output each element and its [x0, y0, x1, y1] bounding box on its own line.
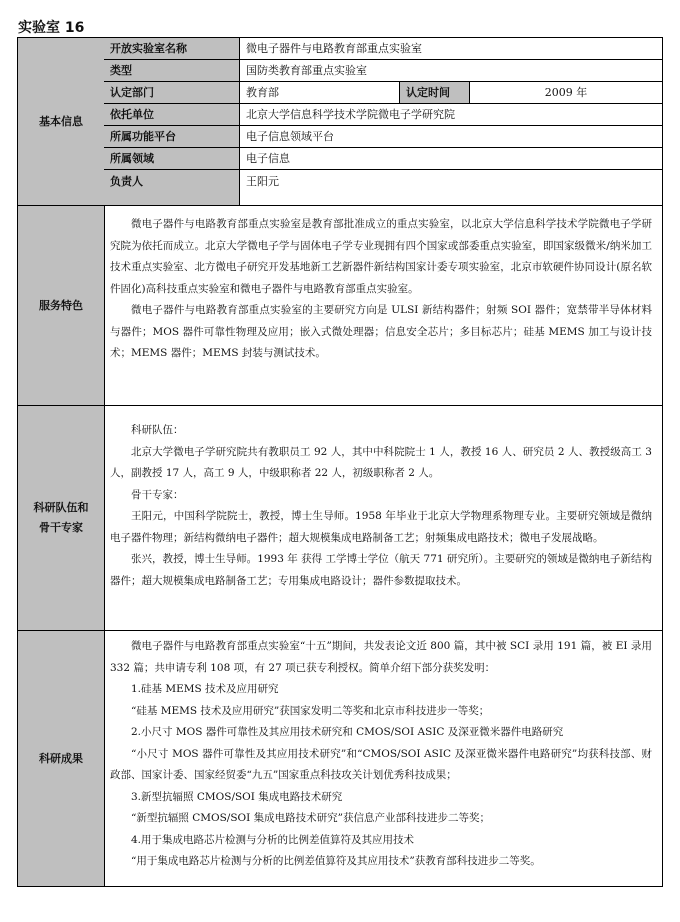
basic-info-section	[18, 38, 662, 206]
achievements-paragraph: “用于集成电路芯片检测与分析的比例差值算符及其应用技术”获教育部科技进步二等奖。	[131, 855, 541, 867]
director-key: 负责人	[104, 170, 240, 205]
achievements-paragraph: “硅基 MEMS 技术及应用研究”获国家发明二等奖和北京市科技进步一等奖；	[131, 704, 490, 717]
team-section	[18, 406, 662, 631]
lab-info-table	[17, 37, 663, 887]
team-paragraph: 王阳元，中国科学院院士，教授，博士生导师。1958 年毕业于北京大学物理系物理专业。主要研究领域是微纳电子器件物理；新结构微纳电子器件；超大规模集成电路制备工艺；射频集成电路技术；微电子发展战略。	[110, 510, 652, 544]
info-row-lab-name	[104, 38, 662, 60]
achievements-paragraph: 3.新型抗辐照 CMOS/SOI 集成电路技术研究	[131, 790, 343, 803]
type-key: 类型	[104, 60, 240, 81]
service-text	[104, 206, 662, 405]
achievements-paragraph: 2.小尺寸 MOS 器件可靠性及其应用技术研究和 CMOS/SOI ASIC 及深亚微米器件电路研究	[131, 726, 564, 738]
achievements-paragraph: “小尺寸 MOS 器件可靠性及其应用技术研究”和“CMOS/SOI ASIC 及深亚微米器件电路研究”均获科技部、财政部、国家计委、国家经贸委“九五”国家重点科技攻关计划优秀科技成果；	[110, 747, 652, 781]
info-row-type	[104, 60, 662, 82]
info-row-director	[104, 170, 662, 205]
team-paragraph: 骨干专家：	[131, 488, 184, 501]
service-paragraph: 微电子器件与电路教育部重点实验室的主要研究方向是 ULSI 新结构器件；射频 SOI 器件；宽禁带半导体材料与器件；MOS 器件可靠性物理及应用；嵌入式微处理器；信息安全芯片；多目标芯片；硅基 MEMS 加工与设计技术；MEMS 器件；MEMS 封装与测试技术。	[110, 304, 652, 359]
achievements-label: 科研成果	[18, 631, 105, 886]
lab-name-value: 微电子器件与电路教育部重点实验室	[246, 42, 422, 55]
team-paragraph: 科研队伍：	[131, 424, 184, 436]
achievements-paragraph: 1.硅基 MEMS 技术及应用研究	[131, 683, 279, 695]
field-value: 电子信息	[246, 152, 290, 165]
achievements-text	[104, 631, 662, 886]
achievements-section	[18, 631, 662, 886]
certified-time-value: 2009 年	[544, 86, 588, 99]
team-text	[104, 406, 662, 630]
field-key: 所属领域	[104, 148, 240, 169]
info-row-field	[104, 148, 662, 170]
achievements-paragraph: 微电子器件与电路教育部重点实验室“十五”期间，共发表论文近 800 篇，其中被 SCI 录用 191 篇，被 EI 录用 332 篇；共申请专利 108 项，有 27 项已获专利授权。简单介绍下部分获奖发明：	[110, 640, 652, 674]
platform-key: 所属功能平台	[104, 126, 240, 147]
service-label: 服务特色	[18, 206, 105, 405]
service-paragraph: 微电子器件与电路教育部重点实验室是教育部批准成立的重点实验室，以北京大学信息科学技术学院微电子学研究院为依托而成立。北京大学微电子学与固体电子学专业现拥有四个国家或部委重点实验室，即国家级微米/纳米加工技术重点实验室、北方微电子研究开发基地新工艺新器件新结构国家计委专项实验室，北京市软硬件协同设计(原名软件固化)高科技重点实验室和微电子器件与电路教育部重点实验室。	[110, 218, 652, 295]
platform-value: 电子信息领域平台	[246, 130, 334, 143]
achievements-paragraph: “新型抗辐照 CMOS/SOI 集成电路技术研究”获信息产业部科技进步二等奖；	[131, 812, 490, 824]
department-value: 教育部	[240, 82, 400, 103]
document-title: 实验室 16	[18, 20, 85, 36]
info-row-host	[104, 104, 662, 126]
director-value: 王阳元	[246, 175, 279, 188]
type-value: 国防类教育部重点实验室	[246, 64, 367, 77]
team-paragraph: 北京大学微电子学研究院共有教职员工 92 人，其中中科院院士 1 人，教授 16 人、研究员 2 人、教授级高工 3 人，副教授 17 人，高工 9 人，中级职称者 22 人，初级职称者 2 人。	[110, 445, 652, 479]
department-key: 认定部门	[104, 82, 240, 103]
host-key: 依托单位	[104, 104, 240, 125]
info-row-department	[104, 82, 662, 104]
team-paragraph: 张兴，教授，博士生导师。1993 年 获得 工学博士学位（航天 771 研究所）。主要研究的领域是微纳电子新结构器件；超大规模集成电路制备工艺；专用集成电路设计；器件参数提取技术。	[110, 553, 652, 587]
team-label: 科研队伍和 骨干专家	[18, 406, 105, 630]
service-section	[18, 206, 662, 406]
certified-time-key: 认定时间	[400, 82, 470, 103]
achievements-paragraph: 4.用于集成电路芯片检测与分析的比例差值算符及其应用技术	[131, 833, 415, 846]
host-value: 北京大学信息科学技术学院微电子学研究院	[246, 108, 455, 121]
basic-info-label: 基本信息	[18, 38, 105, 205]
info-row-platform	[104, 126, 662, 148]
lab-name-key: 开放实验室名称	[104, 38, 240, 59]
